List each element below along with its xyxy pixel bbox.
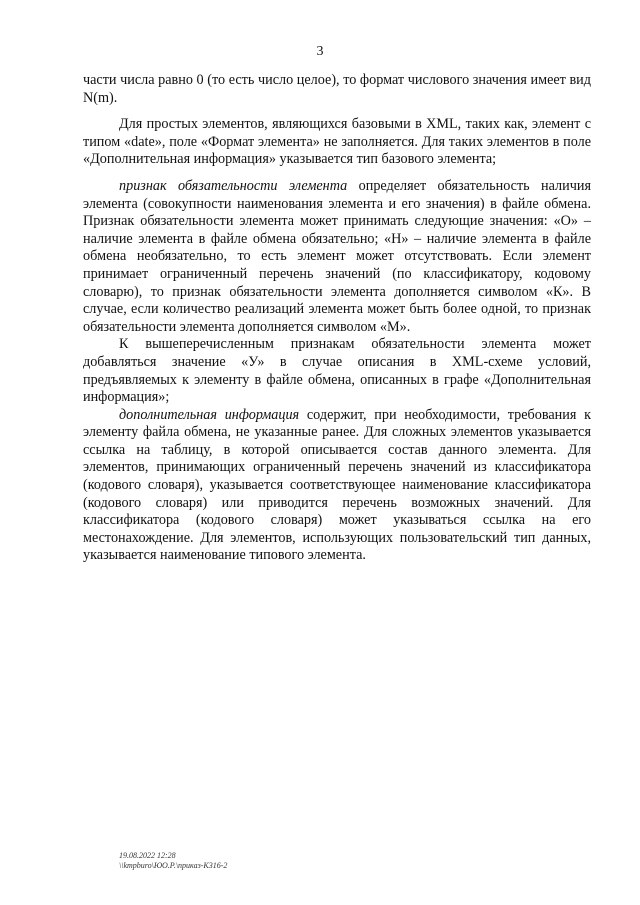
paragraph-required-flag (83, 178, 591, 336)
page-number: 3 (316, 44, 324, 59)
paragraph-additional-info (83, 407, 591, 565)
footer-file-path: \\kmpburo\ЮО.Р.\приказ-К316-2 (119, 861, 228, 870)
paragraph-additional-info-text: содержит, при необходимости, требования к элементу файла обмена, не указанные ранее. Для сложных элементов указывается ссылка на таблицу, в которой описывается состав данного элемента. Для элементов, принимающих ограниченный перечень значений из классификатора (кодового словаря), указывается соответствующее наименование классификатора (кодового словаря) или приводится перечень возможных значений. Для классификатора (кодового словаря) может указываться ссылка на его местонахождение. Для элементов, использующих пользовательский тип данных, указывается наименование типового элемента. (83, 406, 591, 564)
document-body (83, 72, 591, 565)
footer-stamp (119, 851, 227, 871)
paragraph-required-flag-text: определяет обязательность наличия элемента (совокупности наименования элемента и его значения) в файле обмена. Признак обязательности элемента может принимать следующие значения: «О» – наличие элемента в файле обмена обязательно; «Н» – наличие элемента в файле обмена необязательно, то есть элемент может отсутствовать. Если элемент принимает ограниченный перечень значений (по классификатору, кодовому словарю), то признак обязательности элемента дополняется символом «К». В случае, если количество реализаций элемента может быть более одной, то признак обязательности элемента дополняется символом «М». (83, 177, 591, 335)
paragraph-conditional-flag: К вышеперечисленным признакам обязательности элемента может добавляться значение «У» в случае описания в XML-схеме условий, предъявляемых к элементу в файле обмена, описанных в графе «Дополнительная информация»; (83, 336, 591, 406)
footer-date: 19.08.2022 12:28 (119, 851, 176, 860)
term-additional-info: дополнительная информация (119, 406, 300, 423)
term-required-flag: признак обязательности элемента (119, 177, 348, 194)
paragraph-continuation: части числа равно 0 (то есть число целое), то формат числового значения имеет вид N(m). (83, 72, 591, 106)
paragraph-simple-elements: Для простых элементов, являющихся базовыми в XML, таких как, элемент с типом «date», поле «Формат элемента» не заполняется. Для таких элементов в поле «Дополнительная информация» указывается тип базового элемента; (83, 116, 591, 168)
